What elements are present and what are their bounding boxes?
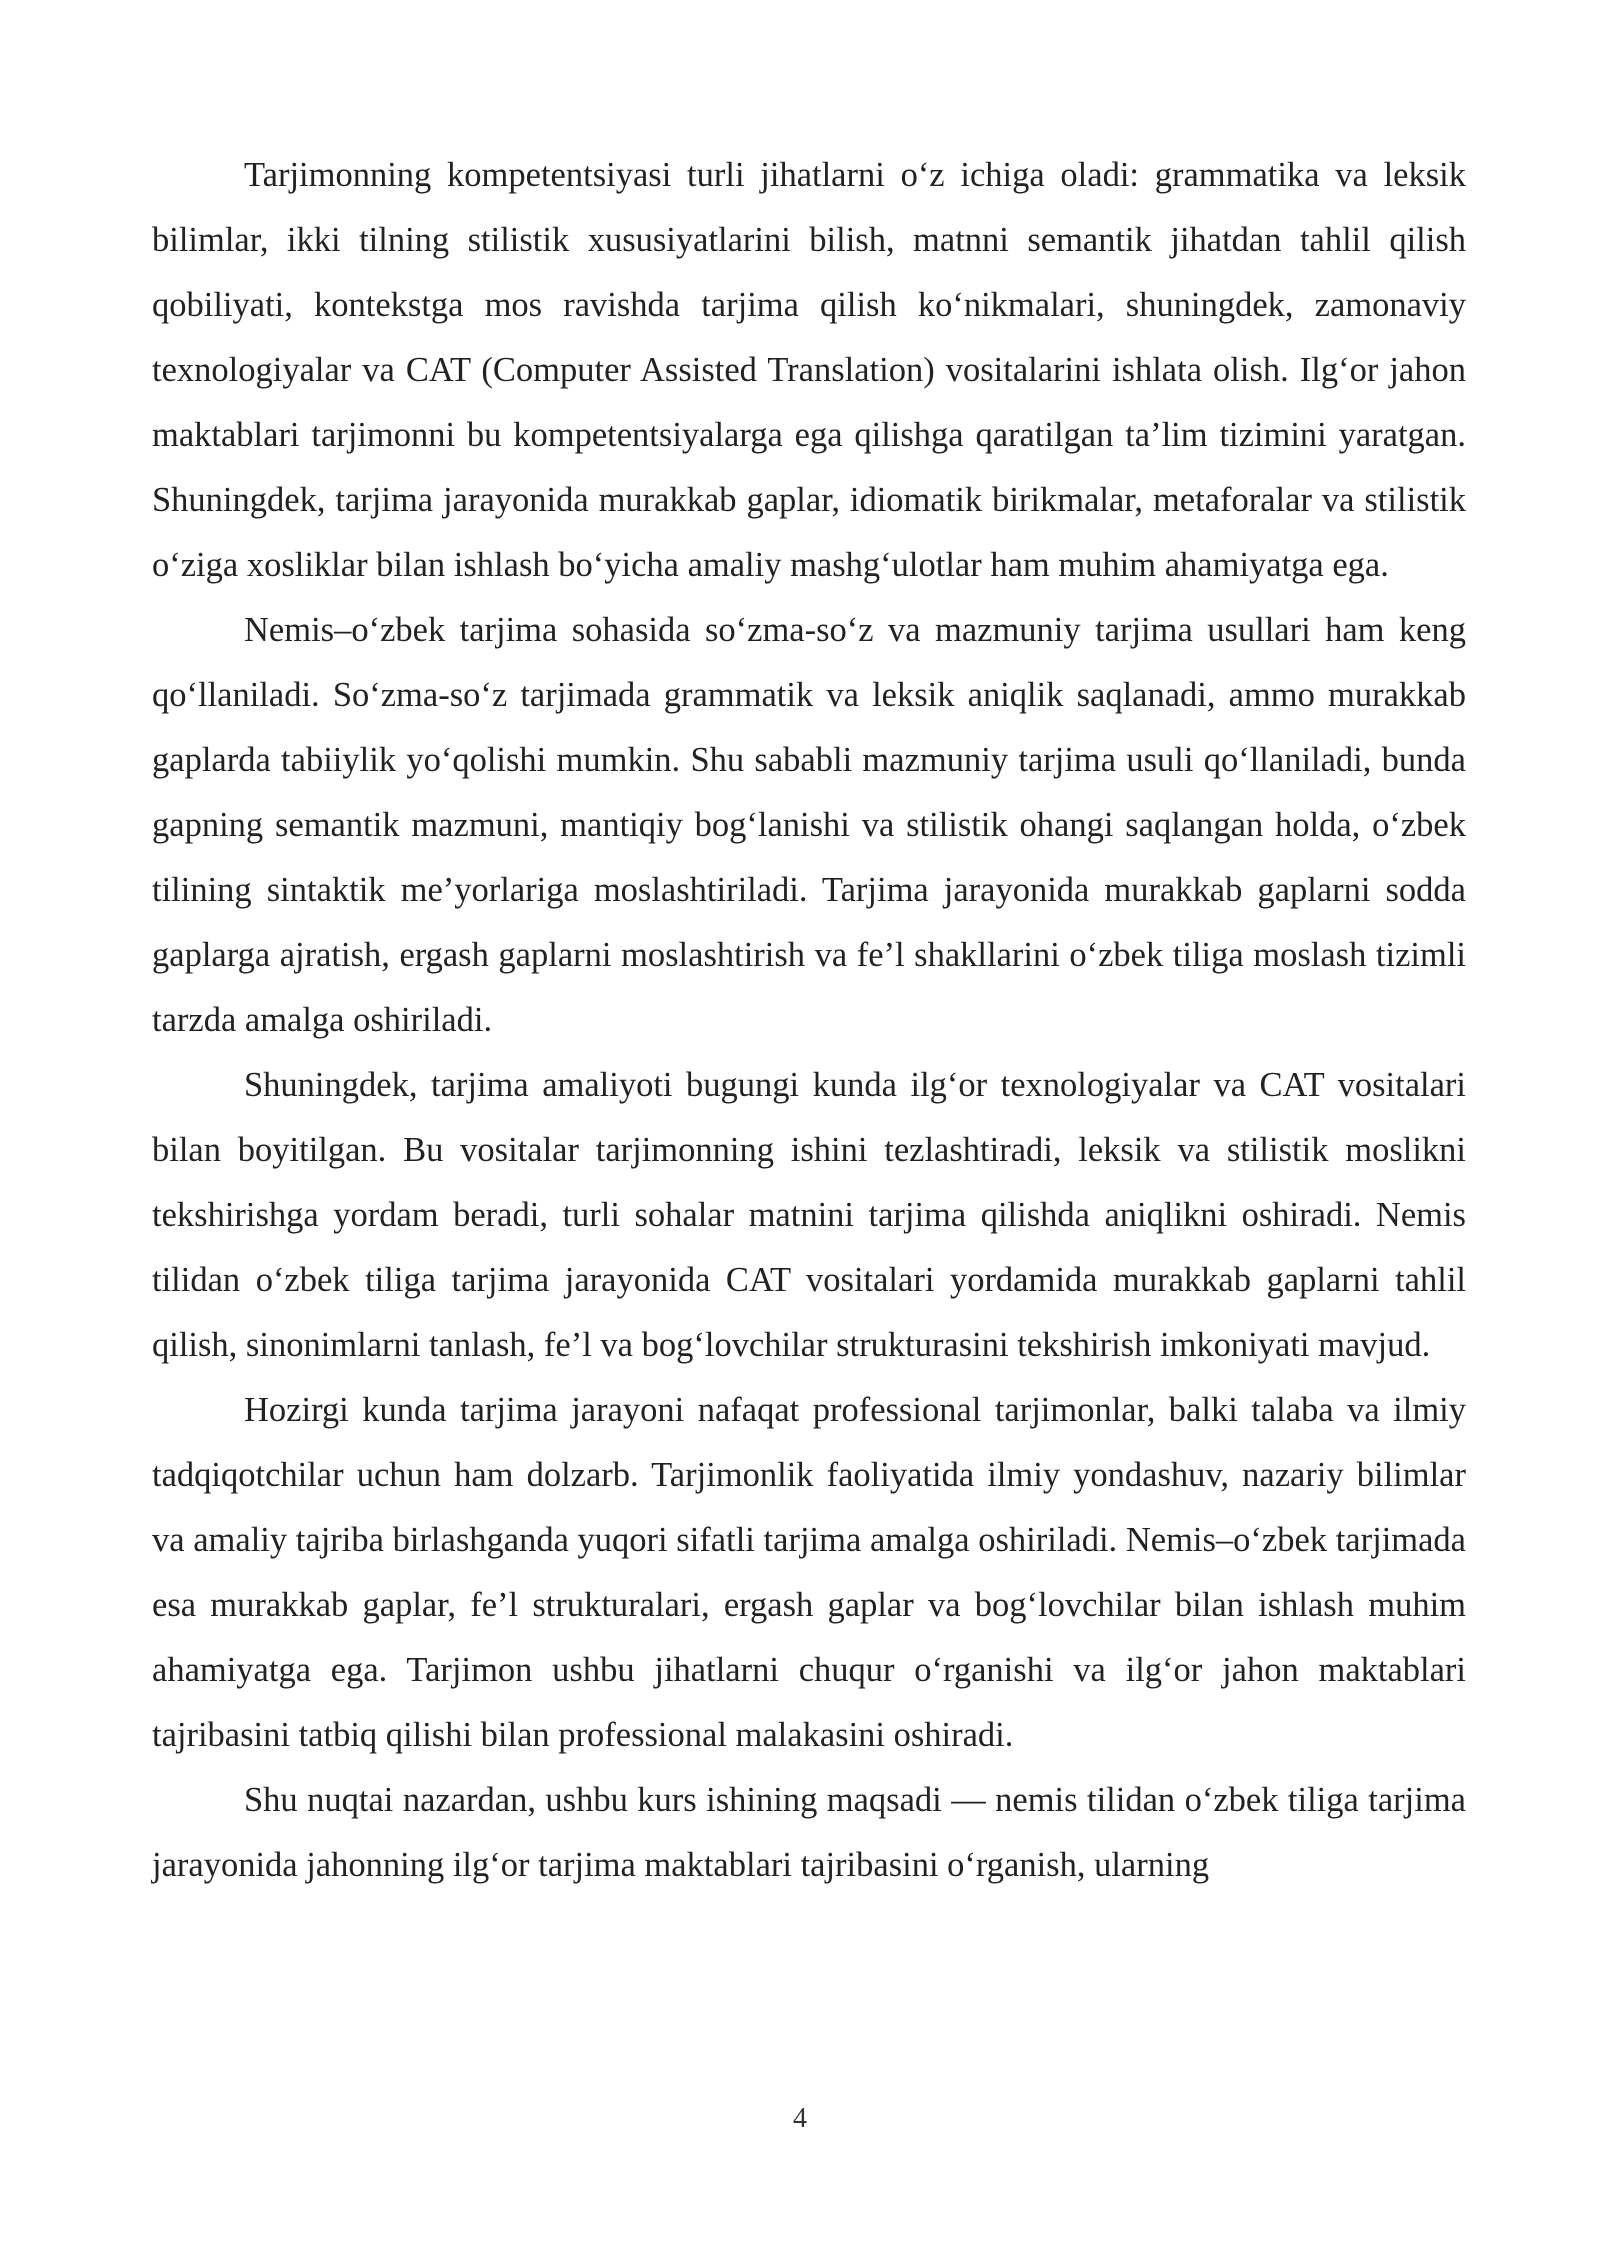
paragraph-1: Tarjimonning kompetentsiyasi turli jihatlarni o‘z ichiga oladi: grammatika va leksik bilimlar, ikki tilning stilistik xususiyatlarini bilish, matnni semantik jihatdan tahlil qilish qobiliyati, kontekstga mos ravishda tarjima qilish ko‘nikmalari, shuningdek, zamonaviy texnologiyalar va CAT (Computer Assisted Translation) vositalarini ishlata olish. Ilg‘or jahon maktablari tarjimonni bu kompetentsiyalarga ega qilishga qaratilgan ta’lim tizimini yaratgan. Shuningdek, tarjima jarayonida murakkab gaplar, idiomatik birikmalar, metaforalar va stilistik o‘ziga xosliklar bilan ishlash bo‘yicha amaliy mashg‘ulotlar ham muhim ahamiyatga ega.: [152, 156, 1466, 584]
paragraph-3: Shuningdek, tarjima amaliyoti bugungi kunda ilg‘or texnologiyalar va CAT vositalari bilan boyitilgan. Bu vositalar tarjimonning ishini tezlashtiradi, leksik va stilistik moslikni tekshirishga yordam beradi, turli sohalar matnini tarjima qilishda aniqlikni oshiradi. Nemis tilidan o‘zbek tiliga tarjima jarayonida CAT vositalari yordamida murakkab gaplarni tahlil qilish, sinonimlarni tanlash, fe’l va bog‘lovchilar strukturasini tekshirish imkoniyati mavjud.: [152, 1066, 1466, 1364]
body-text: [152, 143, 1466, 1898]
paragraph-4: Hozirgi kunda tarjima jarayoni nafaqat professional tarjimonlar, balki talaba va ilmiy tadqiqotchilar uchun ham dolzarb. Tarjimonlik faoliyatida ilmiy yondashuv, nazariy bilimlar va amaliy tajriba birlashganda yuqori sifatli tarjima amalga oshiriladi. Nemis–o‘zbek tarjimada esa murakkab gaplar, fe’l strukturalari, ergash gaplar va bog‘lovchilar bilan ishlash muhim ahamiyatga ega. Tarjimon ushbu jihatlarni chuqur o‘rganishi va ilg‘or jahon maktablari tajribasini tatbiq qilishi bilan professional malakasini oshiradi.: [152, 1391, 1466, 1754]
page-number: 4: [793, 2103, 807, 2134]
paragraph-5: Shu nuqtai nazardan, ushbu kurs ishining maqsadi — nemis tilidan o‘zbek tiliga tarjima jarayonida jahonning ilg‘or tarjima maktablari tajribasini o‘rganish, ularning: [152, 1781, 1466, 1884]
paragraph-2: Nemis–o‘zbek tarjima sohasida so‘zma-so‘z va mazmuniy tarjima usullari ham keng qo‘llaniladi. So‘zma-so‘z tarjimada grammatik va leksik aniqlik saqlanadi, ammo murakkab gaplarda tabiiylik yo‘qolishi mumkin. Shu sababli mazmuniy tarjima usuli qo‘llaniladi, bunda gapning semantik mazmuni, mantiqiy bog‘lanishi va stilistik ohangi saqlangan holda, o‘zbek tilining sintaktik me’yorlariga moslashtiriladi. Tarjima jarayonida murakkab gaplarni sodda gaplarga ajratish, ergash gaplarni moslashtirish va fe’l shakllarini o‘zbek tiliga moslash tizimli tarzda amalga oshiriladi.: [152, 611, 1466, 1039]
